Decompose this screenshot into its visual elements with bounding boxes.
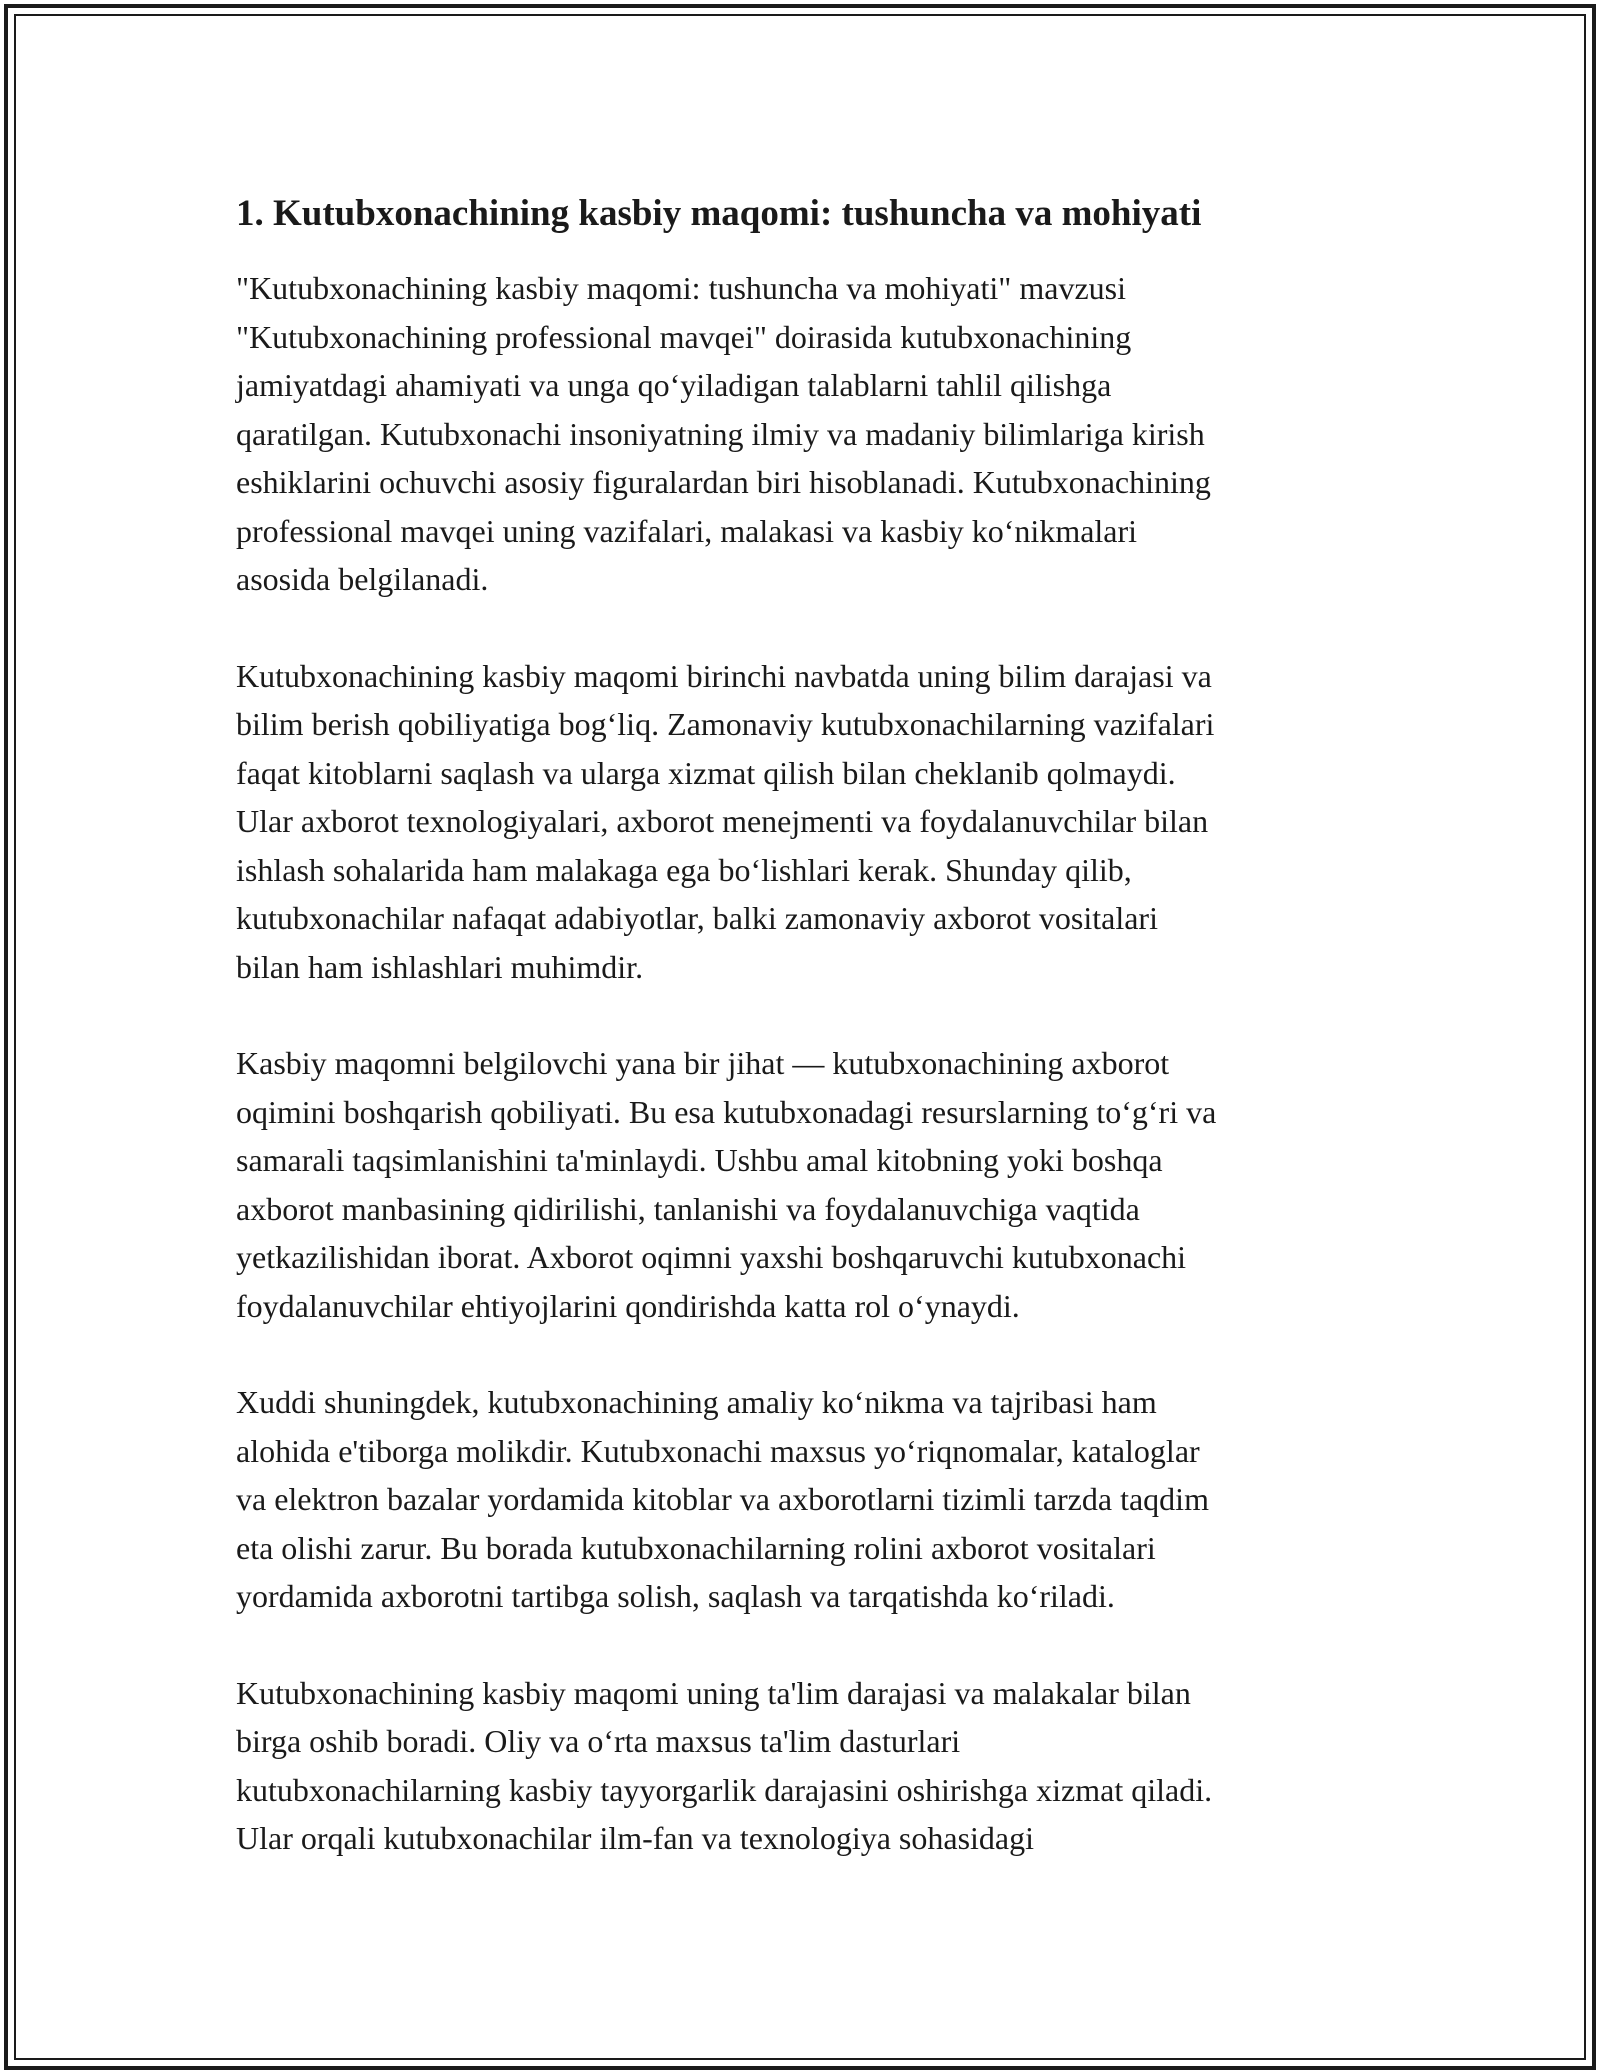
paragraph [236, 1669, 1366, 1863]
paragraph [236, 1039, 1366, 1330]
paragraph-line: ishlash sohalarida ham malakaga ega bo‘lishlari kerak. Shunday qilib, [236, 851, 1132, 888]
paragraph [236, 1378, 1366, 1621]
paragraph-line: samarali taqsimlanishini ta'minlaydi. Ushbu amal kitobning yoki boshqa [236, 1142, 1163, 1178]
paragraph-line: yetkazilishidan iborat. Axborot oqimni yaxshi boshqaruvchi kutubxonachi [236, 1239, 1187, 1275]
paragraph-line: Xuddi shuningdek, kutubxonachining amaliy ko‘nikma va tajribasi ham [236, 1384, 1157, 1420]
paragraph-line: bilim berish qobiliyatiga bog‘liq. Zamonaviy kutubxonachilarning vazifalari [236, 706, 1215, 742]
paragraph-line: yordamida axborotni tartibga solish, saqlash va tarqatishda ko‘riladi. [236, 1578, 1115, 1614]
paragraph-line: va elektron bazalar yordamida kitoblar va axborotlarni tizimli tarzda taqdim [236, 1481, 1209, 1517]
paragraph-line: jamiyatdagi ahamiyati va unga qo‘yiladigan talablarni tahlil qilishga [236, 367, 1112, 403]
paragraph-line: qaratilgan. Kutubxonachi insoniyatning ilmiy va madaniy bilimlariga kirish [236, 415, 1205, 452]
paragraph-list [236, 264, 1366, 1863]
paragraph [236, 652, 1366, 992]
paragraph-line: faqat kitoblarni saqlash va ularga xizmat qilish bilan cheklanib qolmaydi. [236, 754, 1176, 791]
paragraph-line: foydalanuvchilar ehtiyojlarini qondirishda katta rol o‘ynaydi. [236, 1287, 1020, 1324]
paragraph-line: Ular axborot texnologiyalari, axborot menejmenti va foydalanuvchilar bilan [236, 803, 1209, 839]
document-body [236, 186, 1366, 1911]
paragraph-line: eshiklarini ochuvchi asosiy figuralardan biri hisoblanadi. Kutubxonachining [236, 464, 1211, 500]
paragraph-line: birga oshib boradi. Oliy va o‘rta maxsus ta'lim dasturlari [236, 1723, 961, 1759]
paragraph-line: asosida belgilanadi. [236, 561, 489, 597]
section-heading: 1. Kutubxonachining kasbiy maqomi: tushuncha va mohiyati [236, 193, 1202, 234]
paragraph-line: "Kutubxonachining kasbiy maqomi: tushuncha va mohiyati" mavzusi [236, 270, 1126, 306]
paragraph-line: bilan ham ishlashlari muhimdir. [236, 948, 644, 985]
paragraph-line: alohida e'tiborga molikdir. Kutubxonachi maxsus yo‘riqnomalar, kataloglar [236, 1432, 1200, 1469]
paragraph-line: oqimini boshqarish qobiliyati. Bu esa kutubxonadagi resurslarning to‘g‘ri va [236, 1093, 1217, 1130]
paragraph-line: Kutubxonachining kasbiy maqomi uning ta'lim darajasi va malakalar bilan [236, 1674, 1191, 1711]
paragraph-line: kutubxonachilarning kasbiy tayyorgarlik darajasini oshirishga xizmat qiladi. [236, 1771, 1213, 1808]
paragraph-line: axborot manbasining qidirilishi, tanlanishi va foydalanuvchiga vaqtida [236, 1190, 1140, 1227]
paragraph-line: Ular orqali kutubxonachilar ilm-fan va texnologiya sohasidagi [236, 1820, 1034, 1856]
paragraph-line: professional mavqei uning vazifalari, malakasi va kasbiy ko‘nikmalari [236, 512, 1138, 549]
paragraph-line: Kasbiy maqomni belgilovchi yana bir jihat — kutubxonachining axborot [236, 1045, 1170, 1081]
paragraph-line: eta olishi zarur. Bu borada kutubxonachilarning rolini axborot vositalari [236, 1529, 1156, 1566]
paragraph-line: "Kutubxonachining professional mavqei" doirasida kutubxonachining [236, 318, 1132, 355]
paragraph-line: kutubxonachilar nafaqat adabiyotlar, balki zamonaviy axborot vositalari [236, 900, 1158, 936]
paragraph [236, 264, 1366, 604]
paragraph-line: Kutubxonachining kasbiy maqomi birinchi navbatda uning bilim darajasi va [236, 657, 1212, 694]
